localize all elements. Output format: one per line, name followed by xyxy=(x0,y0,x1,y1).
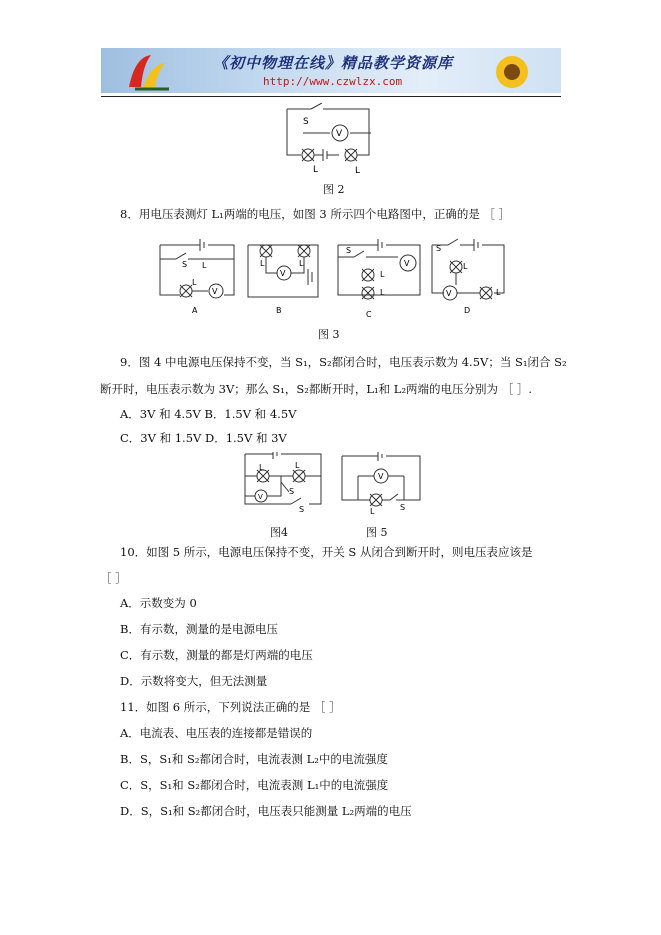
svg-text:L: L xyxy=(370,507,375,514)
banner-url: http://www.czwlzx.com xyxy=(263,75,403,88)
fig3-label-c: C xyxy=(366,310,372,319)
question-11-option-a: A．电流表、电压表的连接都是错误的 xyxy=(120,726,313,740)
svg-text:L: L xyxy=(260,259,265,268)
question-10-option-b: B．有示数，测量的是电源电压 xyxy=(120,622,278,636)
question-9-line2: 断开时，电压表示数为 3V；那么 S₁，S₂都断开时，L₁和 L₂两端的电压分别为 ［ ］. xyxy=(100,382,533,396)
question-11-option-b: B．S，S₁和 S₂都闭合时，电流表测 L₂中的电流强度 xyxy=(120,752,388,766)
question-9-options-ab: A．3V 和 4.5V B．1.5V 和 4.5V xyxy=(120,407,297,421)
svg-text:L: L xyxy=(380,288,385,297)
svg-text:L: L xyxy=(295,461,300,470)
question-10-bracket: ［ ］ xyxy=(100,571,127,585)
question-10-option-c: C．有示数，测量的都是灯两端的电压 xyxy=(120,648,313,662)
circuit-figure-2 xyxy=(283,103,383,178)
svg-text:V: V xyxy=(336,129,343,139)
question-10-option-d: D．示数将变大，但无法测量 xyxy=(120,674,268,688)
svg-text:L: L xyxy=(299,259,304,268)
fig3-label-a: A xyxy=(192,306,198,315)
svg-text:S: S xyxy=(289,487,295,496)
header-rule xyxy=(101,96,561,97)
svg-text:L: L xyxy=(380,270,385,279)
banner-title: 《初中物理在线》精品教学资源库 xyxy=(213,54,454,72)
fig3-caption: 图 3 xyxy=(318,328,340,341)
svg-text:S: S xyxy=(346,246,352,255)
svg-text:L: L xyxy=(259,463,264,472)
circuit-figure-5 xyxy=(340,452,422,514)
question-10-text: 10．如图 5 所示，电源电压保持不变，开关 S 从闭合到断开时，则电压表应该是 xyxy=(120,545,533,559)
svg-text:L: L xyxy=(463,262,468,271)
question-8-text: 8．用电压表测灯 L₁两端的电压，如图 3 所示四个电路图中，正确的是 ［ ］ xyxy=(120,207,511,221)
svg-text:S: S xyxy=(400,503,406,512)
question-9-line1: 9．图 4 中电源电压保持不变，当 S₁，S₂都闭合时，电压表示数为 4.5V；当 S₁闭合 S₂ xyxy=(120,355,567,369)
svg-text:V: V xyxy=(404,259,410,268)
site-logo xyxy=(121,51,181,91)
fig3-label-b: B xyxy=(276,306,282,315)
sunflower-image xyxy=(487,52,537,92)
svg-text:L: L xyxy=(192,278,197,287)
fig5-caption: 图 5 xyxy=(366,526,388,539)
fig2-caption: 图 2 xyxy=(323,183,345,196)
question-11-option-c: C．S，S₁和 S₂都闭合时，电流表测 L₁中的电流强度 xyxy=(120,778,389,792)
question-11-text: 11．如图 6 所示，下列说法正确的是 ［ ］ xyxy=(120,700,341,714)
fig4-caption: 图4 xyxy=(270,526,288,539)
svg-text:V: V xyxy=(212,287,218,296)
svg-text:L: L xyxy=(496,288,501,297)
circuit-figure-4 xyxy=(243,452,323,518)
svg-text:V: V xyxy=(280,269,286,278)
header-banner xyxy=(101,48,561,93)
svg-text:V: V xyxy=(258,493,263,501)
question-10-option-a: A．示数变为 0 xyxy=(120,596,197,610)
svg-text:S: S xyxy=(299,505,305,514)
question-9-options-cd: C．3V 和 1.5V D．1.5V 和 3V xyxy=(120,431,287,445)
svg-text:S: S xyxy=(436,244,442,253)
svg-text:S: S xyxy=(182,260,188,269)
fig3-label-d: D xyxy=(464,306,471,315)
svg-text:L: L xyxy=(355,166,361,176)
svg-text:L: L xyxy=(202,261,207,270)
svg-text:S: S xyxy=(303,117,309,127)
svg-text:V: V xyxy=(446,289,452,298)
question-11-option-d: D．S，S₁和 S₂都闭合时，电压表只能测量 L₂两端的电压 xyxy=(120,804,412,818)
svg-text:L: L xyxy=(313,165,319,175)
svg-text:V: V xyxy=(378,472,384,481)
